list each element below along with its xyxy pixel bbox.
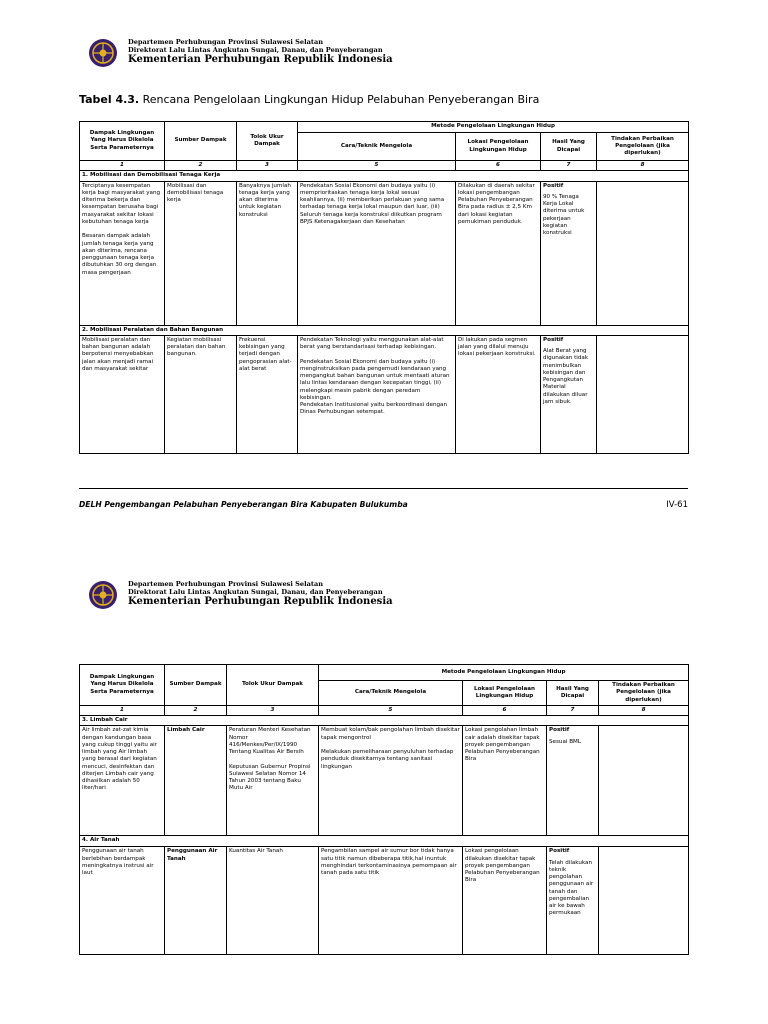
header-line-2: Direktorat Lalu Lintas Angkutan Sungai, Danau, dan Penyeberangan — [128, 588, 383, 597]
section-heading: 3. Limbah Cair — [80, 716, 689, 726]
col-number: 2 — [165, 161, 237, 171]
col-number: 7 — [547, 705, 599, 715]
header-result: Hasil Yang Dicapai — [547, 681, 599, 706]
benchmark-cell: Frekuensi kebisingan yang terjadi dengan pengoprasian alat-alat berat — [237, 335, 298, 453]
technique-cell: Pendekatan Teknologi yaitu menggunakan alat-alat berat yang berstandarisasi terhadap kebisingan. Pendekatan Sosial Ekonomi dan budaya yaitu (i) menginstruksikan pada pengemudi kendaraan yang mengangkut bahan bangunan untuk mentaati aturan lalu lintas kendaraan dengan kecepatan tinggi, (ii) melengkapi mesin pabrik dengan peredam kebisingan. Pendekatan Institusional yaitu berkoordinasi dengan Dinas Perhubungan setempat. — [298, 335, 456, 453]
rkl-table-page-1 — [79, 121, 689, 454]
ministry-logo-icon — [88, 580, 118, 610]
result-cell — [541, 181, 597, 325]
location-cell: Di lakukan pada segmen jalan yang dilalui menuju lokasi pekerjaan konstruksi. — [456, 335, 541, 453]
rkl-table-page-2 — [79, 664, 689, 955]
technique-cell: Pendekatan Sosial Ekonomi dan budaya yaitu (i) memprioritaskan tenaga kerja lokal sesuai keahliannya, (ii) memberikan perlakuan yang sama terhadap tenaga kerja lokal maupun dari luar, (iii) Seluruh tenaga kerja konstruksi diikutkan program BPJS Ketenagakerjaan dan Kesehatan — [298, 181, 456, 325]
benchmark-cell: Banyaknya jumlah tenaga kerja yang akan diterima untuk kegiatan konstruksi — [237, 181, 298, 325]
location-cell: Dilakukan di daerah sekitar lokasi pengembangan Pelabuhan Penyeberangan Bira pada radius ± 2,5 Km dari lokasi kegiatan pemukiman penduduk. — [456, 181, 541, 325]
result-cell — [547, 726, 599, 836]
result-text: Sesuai BML — [549, 738, 581, 745]
header-line-1: Departemen Perhubungan Provinsi Sulawesi Selatan — [128, 580, 324, 588]
benchmark-cell: Peraturan Menteri Kesehatan Nomor 416/Menkes/Per/IX/1990 Tentang Kualitas Air Bersih Keputusan Gubernur Propinsi Sulawesi Selatan Nomor 14 Tahun 2003 tentang Baku Mutu Air — [227, 726, 319, 836]
section-heading: 4. Air Tanah — [80, 836, 689, 847]
col-number: 1 — [80, 161, 165, 171]
col-number: 3 — [227, 705, 319, 715]
table-row — [80, 335, 689, 453]
col-number: 3 — [237, 161, 298, 171]
benchmark-cell: Kuantitas Air Tanah — [227, 847, 319, 955]
table-caption — [79, 93, 539, 106]
header-line-3: Kementerian Perhubungan Republik Indonesia — [128, 596, 393, 608]
result-cell — [541, 335, 597, 453]
page-number: IV-61 — [666, 500, 688, 510]
page-footer — [79, 500, 688, 509]
letterhead — [88, 580, 393, 610]
header-line-1: Departemen Perhubungan Provinsi Sulawesi Selatan — [128, 38, 324, 46]
col-number: 5 — [319, 705, 463, 715]
col-number: 6 — [463, 705, 547, 715]
col-number: 8 — [597, 161, 689, 171]
action-cell — [599, 847, 689, 955]
section-heading: 1. Mobilisasi dan Demobilisasi Tenaga Kerja — [80, 171, 689, 181]
header-location: Lokasi Pengelolaan Lingkungan Hidup — [456, 133, 541, 161]
header-benchmark: Tolok Ukur Dampak — [227, 665, 319, 706]
header-line-3: Kementerian Perhubungan Republik Indonesia — [128, 54, 393, 66]
header-technique: Cara/Teknik Mengelola — [319, 681, 463, 706]
result-label: Positif — [543, 182, 564, 189]
source-cell: Mobilisasi dan demobilisasi tenaga kerja — [165, 181, 237, 325]
header-source: Sumber Dampak — [165, 122, 237, 161]
action-cell — [597, 181, 689, 325]
section-heading: 2. Mobilisasi Peralatan dan Bahan Bangunan — [80, 325, 689, 335]
col-number: 5 — [298, 161, 456, 171]
result-label: Positif — [543, 336, 564, 343]
col-number: 8 — [599, 705, 689, 715]
header-location: Lokasi Pengelolaan Lingkungan Hidup — [463, 681, 547, 706]
header-source: Sumber Dampak — [165, 665, 227, 706]
header-action: Tindakan Perbaikan Pengelolaan (jika diperlukan) — [597, 133, 689, 161]
action-cell — [597, 335, 689, 453]
table-row — [80, 847, 689, 955]
source-cell: Kegiatan mobilisasi peralatan dan bahan bangunan. — [165, 335, 237, 453]
table-row — [80, 726, 689, 836]
result-text: 90 % Tenaga Kerja Lokal diterima untuk pekerjaan kegiatan konstruksi — [543, 193, 585, 237]
ministry-logo-icon — [88, 38, 118, 68]
header-action: Tindakan Perbaikan Pengelolaan (jika diperlukan) — [599, 681, 689, 706]
impact-cell: Penggunaan air tanah berlebihan berdampak meningkatnya instrusi air laut — [80, 847, 165, 955]
footer-divider — [79, 488, 688, 489]
header-benchmark: Tolok Ukur Dampak — [237, 122, 298, 161]
header-method-group: Metode Pengelolaan Lingkungan Hidup — [298, 122, 689, 133]
source-cell: Penggunaan Air Tanah — [165, 847, 227, 955]
action-cell — [599, 726, 689, 836]
header-line-2: Direktorat Lalu Lintas Angkutan Sungai, Danau, dan Penyeberangan — [128, 46, 383, 55]
col-number: 2 — [165, 705, 227, 715]
header-technique: Cara/Teknik Mengelola — [298, 133, 456, 161]
impact-cell: Air limbah zat-zat kimia dengan kandungan basa yang cukup tinggi yaitu air limbah yang Air limbah yang berasal dari kegiatan mencuci, desinfektan dan diterjen Limbah cair yang dihasilkan adalah 50 liter/hari — [80, 726, 165, 836]
col-number: 1 — [80, 705, 165, 715]
technique-cell: Membuat kolam/bak pengolahan limbah disekitar tapak mengontrol Melakukan pemeliharaan penyuluhan terhadap penduduk disekitarnya tentang sanitasi lingkungan — [319, 726, 463, 836]
impact-cell: Mobilisasi peralatan dan bahan bangunan adalah berpotensi menyebabkan jalan akan menjadi ramai dan masyarakat sekitar — [80, 335, 165, 453]
header-impact: Dampak Lingkungan Yang Harus Dikelola Serta Parameternya — [80, 665, 165, 706]
table-title: Rencana Pengelolaan Lingkungan Hidup Pelabuhan Penyeberangan Bira — [142, 93, 540, 106]
table-number: Tabel 4.3. — [79, 93, 140, 106]
col-number: 7 — [541, 161, 597, 171]
header-impact: Dampak Lingkungan Yang Harus Dikelola Serta Parameternya — [80, 122, 165, 161]
col-number: 6 — [456, 161, 541, 171]
footer-text: DELH Pengembangan Pelabuhan Penyeberangan Bira Kabupaten Bulukumba — [79, 500, 408, 509]
header-result: Hasil Yang Dicapai — [541, 133, 597, 161]
header-method-group: Metode Pengelolaan Lingkungan Hidup — [319, 665, 689, 681]
table-row — [80, 181, 689, 325]
source-cell: Limbah Cair — [165, 726, 227, 836]
result-label: Positif — [549, 727, 570, 734]
result-text: Telah dilakukan teknik pengolahan penggunaan air tanah dan pengembalian air ke bawah permukaan — [549, 859, 594, 917]
location-cell: Lokasi pengelolaan dilakukan disekitar tapak proyek pengembangan Pelabuhan Penyeberangan Bira — [463, 847, 547, 955]
letterhead — [88, 38, 393, 68]
result-label: Positif — [549, 848, 570, 855]
result-cell — [547, 847, 599, 955]
impact-cell: Terciptanya kesempatan kerja bagi masyarakat yang diterima bekerja dan kesempatan berusaha bagi masyarakat sekitar lokasi kebutuhan tenaga kerja Besaran dampak adalah jumlah tenaga kerja yang akan diterima, rencana penggunaan tenaga kerja dibutuhkan 30 org dengan masa pengerjaan — [80, 181, 165, 325]
result-text: Alat Berat yang digunakan tidak menimbulkan kebisingan dan Pengangkutan Material dilakukan diluar jam sibuk. — [543, 348, 589, 405]
technique-cell: Pengambilan sampel air sumur bor tidak hanya satu titik namun dibeberapa titik,hal inuntuk menghindari terkontaminasinya pemompaan air tanah pada satu titik — [319, 847, 463, 955]
location-cell: Lokasi pengolahan limbah cair adalah disekitar tapak proyek pengembangan Pelabuhan Penyeberangan Bira — [463, 726, 547, 836]
